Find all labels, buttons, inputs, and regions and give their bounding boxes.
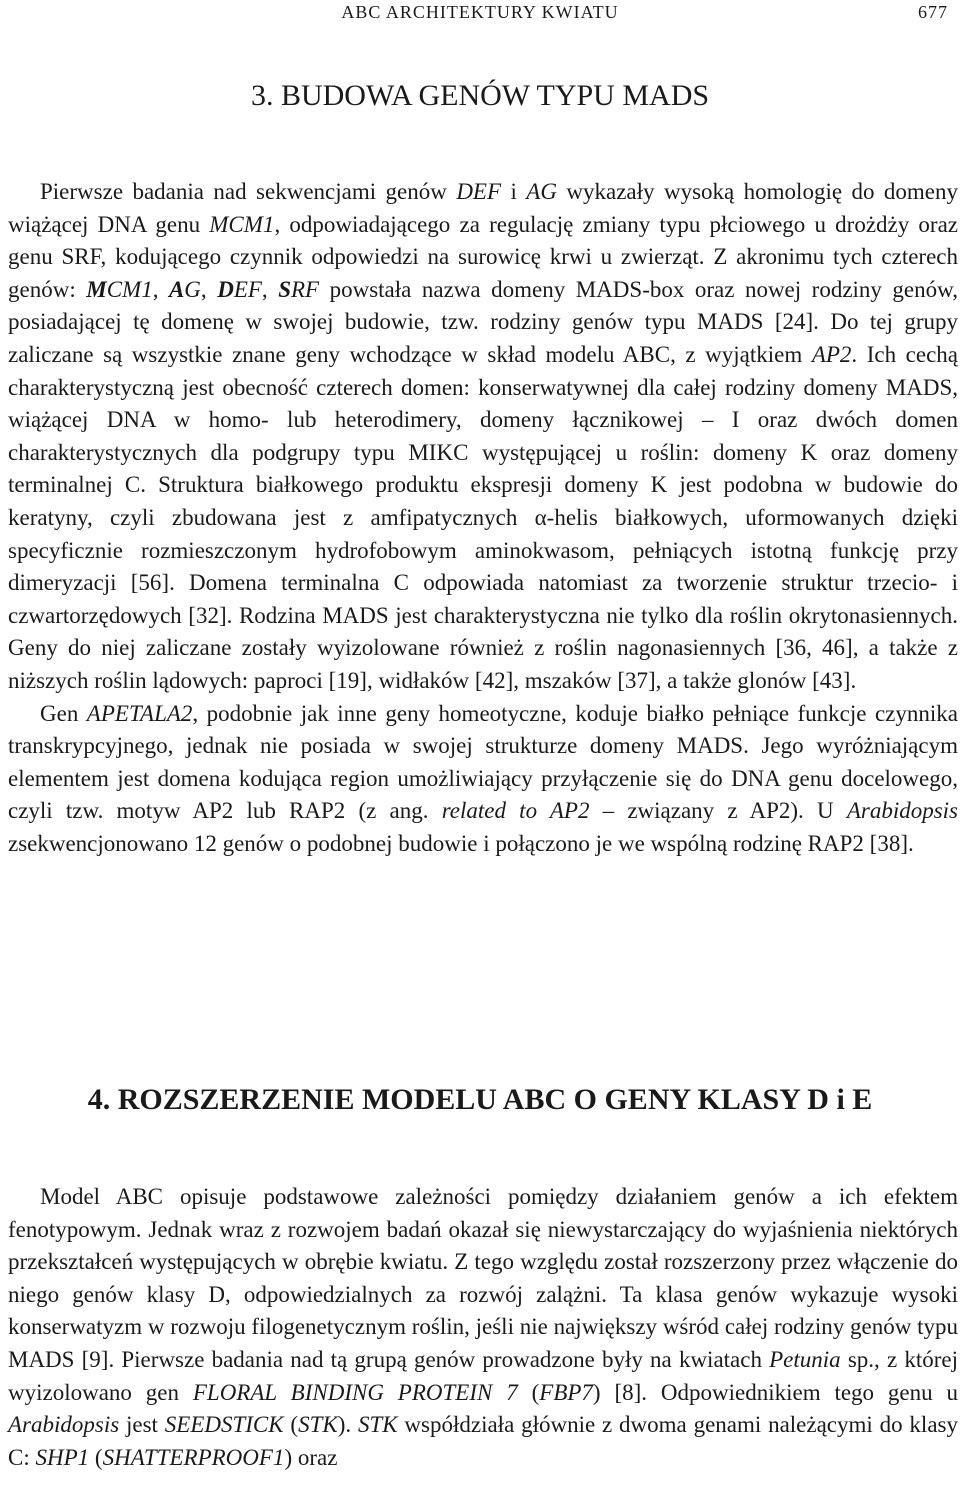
page-number: 677 <box>918 2 948 22</box>
running-title: ABC ARCHITEKTURY KWIATU <box>341 2 619 22</box>
acronym-letter: S <box>278 276 291 302</box>
acronym-letter: M <box>86 276 107 302</box>
text-run: , <box>261 276 279 302</box>
text-run: ) [8]. Odpowiednikiem tego genu u <box>592 1379 958 1405</box>
species-name: Arabidopsis <box>8 1412 120 1438</box>
acronym-letter: A <box>168 276 185 302</box>
text-run: ( <box>517 1379 540 1405</box>
section-3-heading: 3. BUDOWA GENÓW TYPU MADS <box>250 79 710 112</box>
text-run: , <box>200 276 218 302</box>
text-run: jest <box>119 1412 165 1438</box>
species-name: Petunia <box>769 1346 841 1372</box>
gene-name: EF <box>233 276 262 302</box>
italic-phrase: related to AP2 <box>441 798 590 824</box>
text-run: , odpowiadającego za regulację zmiany typu płciowego u drożdży oraz genu SRF, kodującego czynnik odpowiedzi na surowicę krwi u zwierząt. Z akronimu tych czterech genów: <box>8 211 959 302</box>
text-run: Gen <box>40 700 87 726</box>
text-run: współdziała głównie z dwoma genami należącymi do klasy C: <box>8 1412 958 1470</box>
text-run: . Ich cechą charakterystyczną jest obecność czterech domen: konserwatywnej dla całej rodziny domeny MADS, wiążącej DNA w homo- lub heterodimery, domeny łącznikowej – I oraz dwóch domen charakterystycznych dla podgrupy typu MIKC występującej u roślin: domeny K oraz domeny terminalnej C. Struktura białkowego produktu ekspresji domeny K jest podobna w budowie do keratyny, czyli zbudowana jest z amfipatycznych α-helis białkowych, uformowanych dzięki specyficznie rozmieszczonym hydrofobowym aminokwasom, pełniących istotną funkcję przy dimeryzacji [56]. Domena terminalna C odpowiada natomiast za tworzenie struktur trzecio- i czwartorzędowych [32]. Rodzina MADS jest charakterystyczna nie tylko dla roślin okrytonasiennych. Geny do niej zaliczane zostały wyizolowane również z roślin nagonasiennych [36, 46], a także z niższych roślin lądowych: paproci [19], widłaków [42], mszaków [37], a także glonów [43]. <box>8 341 958 693</box>
gene-name: RF <box>290 276 320 302</box>
gene-name: SEEDSTICK <box>164 1412 284 1438</box>
text-run: ( <box>283 1412 299 1438</box>
section-4-body <box>8 1181 958 1474</box>
gene-name: AP2 <box>811 341 852 367</box>
gene-name: SHATTERPROOF1 <box>102 1444 285 1470</box>
text-run: ). <box>337 1412 358 1438</box>
section-3-body <box>8 176 958 860</box>
section-3-paragraph-1 <box>8 176 958 698</box>
gene-name: STK <box>298 1412 338 1438</box>
text-run: , podobnie jak inne geny homeotyczne, koduje białko pełniące funkcje czynnika transkrypcyjnego, jednak nie posiada w swojej strukturze domeny MADS. Jego wyróżniającym elementem jest domena kodująca region umożliwiający przyłączenie się do DNA genu docelowego, czyli tzw. motyw AP2 lub RAP2 (z ang. <box>8 700 958 824</box>
text-run: sp., z której wyizolowano gen <box>8 1346 958 1405</box>
text-run: i <box>501 179 527 204</box>
text-run: Pierwsze badania nad sekwencjami genów <box>40 179 457 204</box>
gene-name: SHP1 <box>35 1444 90 1470</box>
running-head <box>0 2 960 24</box>
gene-name: STK <box>357 1412 398 1438</box>
gene-name: AG <box>526 179 557 204</box>
text-run: zsekwencjonowano 12 genów o podobnej budowie i połączono je we wspólną rodzinę RAP2 [38]. <box>8 830 914 856</box>
gene-name: FBP7 <box>539 1379 593 1405</box>
gene-name: APETALA2 <box>86 700 193 726</box>
text-run: powstała nazwa domeny MADS-box oraz nowej rodziny genów, posiadającej tę domenę w swojej budowie, tzw. rodziny genów typu MADS [24]. Do tej grupy zaliczane są wszystkie znane geny wchodzące w skład modelu ABC, z wyjątkiem <box>8 276 959 367</box>
text-run: , <box>152 276 169 302</box>
text-run: wykazały wysoką homologię do domeny wiążącej DNA genu <box>8 179 959 237</box>
text-run: Model ABC opisuje podstawowe zależności pomiędzy działaniem genów a ich efektem fenotypowym. Jednak wraz z rozwojem badań okazał się niewystarczający do wyjaśnienia niektórych przekształceń występujących w obrębie kwiatu. Z tego względu został rozszerzony przez włączenie do niego genów klasy D, odpowiedzialnych za rozwój zalążni. Ta klasa genów wykazuje wysoki konserwatyzm w rozwoju filogenetycznym roślin, jeśli nie największy wśród całej rodziny genów typu MADS [9]. Pierwsze badania nad tą grupą genów prowadzone były na kwiatach <box>8 1184 958 1372</box>
section-4-heading: 4. ROZSZERZENIE MODELU ABC O GENY KLASY D i E <box>87 1083 873 1116</box>
gene-name: FLORAL BINDING PROTEIN 7 <box>192 1379 518 1405</box>
gene-name: CM1 <box>106 276 153 302</box>
text-run: ( <box>89 1444 103 1470</box>
text-run: – związany z AP2). U <box>589 798 847 824</box>
gene-name: DEF <box>456 179 502 204</box>
gene-name: MCM1 <box>209 211 275 237</box>
section-4-paragraph-1 <box>8 1181 958 1474</box>
species-name: Arabidopsis <box>846 798 958 824</box>
text-run: ) oraz <box>284 1444 338 1470</box>
acronym-letter: D <box>217 276 234 302</box>
gene-name: G <box>184 276 201 302</box>
section-3-paragraph-2 <box>8 698 958 861</box>
